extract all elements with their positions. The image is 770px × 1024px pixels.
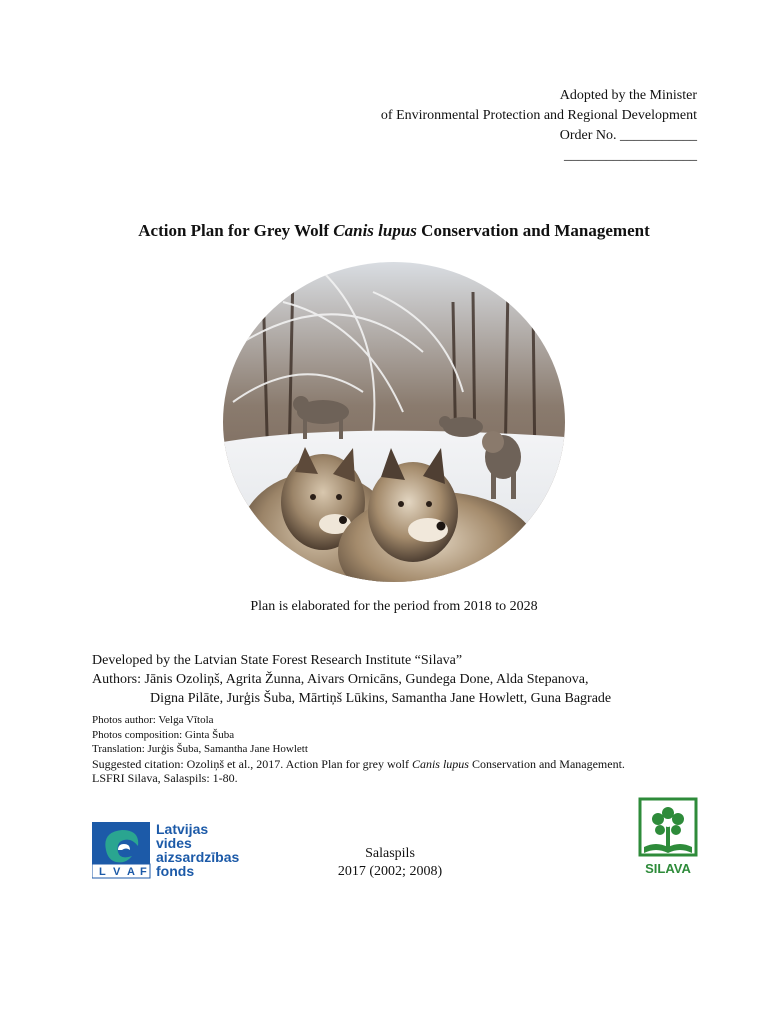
silava-logo	[636, 797, 700, 877]
city: Salaspils	[365, 846, 415, 861]
lvaf-line-4: fonds	[156, 863, 195, 879]
lvaf-line-3: aizsardzības	[156, 849, 240, 865]
wolves-in-snowy-forest-icon	[223, 262, 565, 582]
lvaf-line-1: Latvijas	[156, 821, 209, 837]
adoption-note	[317, 86, 697, 166]
lvaf-line-2: vides	[156, 835, 192, 851]
years: 2017 (2002; 2008)	[337, 864, 443, 879]
adopted-order-line: Order No. ___________	[559, 128, 697, 143]
lvaf-logo-icon	[92, 820, 252, 880]
lvaf-letter-f: F	[140, 866, 147, 878]
developed-by: Developed by the Latvian State Forest Research Institute “Silava”	[92, 653, 463, 668]
photos-composition: Photos composition: Ginta Šuba	[92, 728, 235, 741]
silava-text: SILAVA	[645, 861, 691, 876]
adopted-line-1: Adopted by the Minister	[559, 88, 697, 103]
lvaf-letter-v: V	[113, 866, 121, 878]
citation-species: Canis lupus	[411, 756, 469, 771]
publication-place	[290, 845, 490, 881]
credits	[92, 713, 625, 786]
plan-period: Plan is elaborated for the period from 2018 to 2028	[250, 599, 538, 614]
title-species: Canis lupus	[333, 221, 417, 240]
photos-author: Photos author: Velga Vītola	[92, 714, 214, 726]
lvaf-letter-a: A	[127, 866, 135, 878]
lvaf-logo	[92, 820, 252, 880]
authors-line-2: Digna Pilāte, Jurģis Šuba, Mārtiņš Lūkins, Samantha Jane Howlett, Guna Bagrade	[150, 691, 612, 706]
developer-authors	[92, 651, 611, 708]
citation-pre: Suggested citation: Ozoliņš et al., 2017. Action Plan for grey wolf	[92, 756, 412, 771]
lvaf-letter-l: L	[99, 866, 106, 878]
title-pre: Action Plan for Grey Wolf	[138, 221, 334, 240]
citation-line-2: LSFRI Silava, Salaspils: 1-80.	[92, 771, 238, 785]
wolves-photo	[223, 262, 565, 582]
citation-post: Conservation and Management.	[468, 756, 625, 771]
silava-tree-book-icon	[636, 797, 700, 877]
suggested-citation	[92, 757, 625, 772]
translation: Translation: Jurģis Šuba, Samantha Jane Howlett	[92, 743, 308, 755]
adopted-line-2: of Environmental Protection and Regional Development	[380, 108, 697, 123]
adopted-signature-line: ___________________	[564, 148, 697, 163]
document-title	[0, 221, 770, 241]
authors-line-1: Authors: Jānis Ozoliņš, Agrita Žunna, Aivars Ornicāns, Gundega Done, Alda Stepanova,	[92, 672, 589, 687]
title-post: Conservation and Management	[416, 221, 650, 240]
